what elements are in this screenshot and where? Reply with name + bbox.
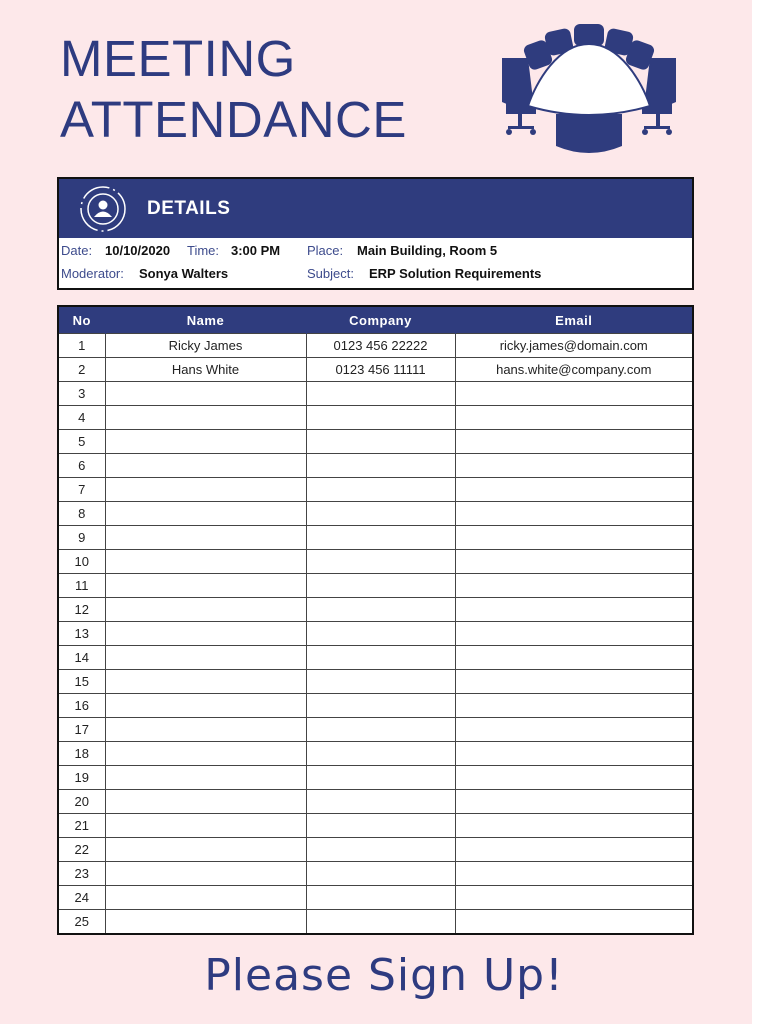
title-line-1: MEETING [60, 30, 296, 87]
table-row [59, 502, 692, 526]
company-cell[interactable] [306, 670, 455, 694]
row-number-cell: 4 [59, 406, 105, 430]
email-cell[interactable] [455, 742, 692, 766]
row-number-cell: 3 [59, 382, 105, 406]
email-cell[interactable] [455, 598, 692, 622]
company-cell[interactable] [306, 406, 455, 430]
row-number-cell: 1 [59, 334, 105, 358]
name-cell[interactable] [105, 838, 306, 862]
row-number-cell: 21 [59, 814, 105, 838]
company-cell[interactable] [306, 910, 455, 934]
table-row [59, 886, 692, 910]
row-number-cell: 10 [59, 550, 105, 574]
table-row [59, 790, 692, 814]
table-row [59, 838, 692, 862]
place-value: Main Building, Room 5 [357, 243, 498, 258]
name-cell[interactable] [105, 718, 306, 742]
table-row [59, 742, 692, 766]
email-cell[interactable] [455, 670, 692, 694]
name-cell[interactable]: Hans White [105, 358, 306, 382]
email-cell[interactable] [455, 430, 692, 454]
name-cell[interactable] [105, 814, 306, 838]
company-cell[interactable] [306, 478, 455, 502]
row-number-cell: 20 [59, 790, 105, 814]
title-line-2: ATTENDANCE [60, 91, 407, 148]
company-cell[interactable] [306, 598, 455, 622]
email-cell[interactable] [455, 550, 692, 574]
table-row [59, 910, 692, 934]
table-row [59, 430, 692, 454]
company-cell[interactable]: 0123 456 11111 [306, 358, 455, 382]
table-row [59, 406, 692, 430]
name-cell[interactable] [105, 694, 306, 718]
table-row [59, 670, 692, 694]
name-cell[interactable] [105, 526, 306, 550]
company-cell[interactable] [306, 550, 455, 574]
attendance-table [57, 305, 694, 935]
company-cell[interactable] [306, 838, 455, 862]
email-cell[interactable]: ricky.james@domain.com [455, 334, 692, 358]
row-number-cell: 11 [59, 574, 105, 598]
table-row [59, 862, 692, 886]
row-number-cell: 2 [59, 358, 105, 382]
email-cell[interactable] [455, 478, 692, 502]
company-cell[interactable] [306, 574, 455, 598]
company-cell[interactable] [306, 382, 455, 406]
email-cell[interactable] [455, 790, 692, 814]
company-cell[interactable] [306, 622, 455, 646]
row-number-cell: 18 [59, 742, 105, 766]
date-value: 10/10/2020 [105, 243, 171, 258]
email-cell[interactable]: hans.white@company.com [455, 358, 692, 382]
name-cell[interactable] [105, 478, 306, 502]
page-title [60, 28, 407, 150]
name-cell[interactable] [105, 862, 306, 886]
company-cell[interactable] [306, 502, 455, 526]
name-cell[interactable] [105, 742, 306, 766]
table-row [59, 718, 692, 742]
email-cell[interactable] [455, 694, 692, 718]
email-cell[interactable] [455, 382, 692, 406]
row-number-cell: 7 [59, 478, 105, 502]
name-cell[interactable] [105, 670, 306, 694]
row-number-cell: 16 [59, 694, 105, 718]
table-row [59, 550, 692, 574]
name-cell[interactable] [105, 550, 306, 574]
name-cell[interactable] [105, 574, 306, 598]
moderator-label: Moderator: [61, 266, 124, 281]
details-header [59, 179, 692, 238]
name-cell[interactable] [105, 766, 306, 790]
name-cell[interactable] [105, 502, 306, 526]
table-row [59, 694, 692, 718]
details-box [57, 177, 694, 290]
conference-table-icon [498, 22, 680, 156]
email-cell[interactable] [455, 406, 692, 430]
row-number-cell: 6 [59, 454, 105, 478]
name-cell[interactable] [105, 406, 306, 430]
row-number-cell: 12 [59, 598, 105, 622]
header-no: No [59, 307, 105, 334]
name-cell[interactable] [105, 382, 306, 406]
table-row [59, 358, 692, 382]
row-number-cell: 23 [59, 862, 105, 886]
row-number-cell: 17 [59, 718, 105, 742]
company-cell[interactable] [306, 430, 455, 454]
company-cell[interactable] [306, 646, 455, 670]
details-heading: DETAILS [147, 198, 231, 219]
table-row [59, 646, 692, 670]
email-cell[interactable] [455, 862, 692, 886]
table-row [59, 454, 692, 478]
table-row [59, 526, 692, 550]
time-value: 3:00 PM [231, 243, 281, 258]
table-row [59, 622, 692, 646]
company-cell[interactable] [306, 814, 455, 838]
company-cell[interactable] [306, 526, 455, 550]
email-cell[interactable] [455, 814, 692, 838]
table-header-row [59, 307, 692, 334]
name-cell[interactable] [105, 790, 306, 814]
name-cell[interactable] [105, 430, 306, 454]
name-cell[interactable] [105, 646, 306, 670]
email-cell[interactable] [455, 502, 692, 526]
table-row [59, 766, 692, 790]
email-cell[interactable] [455, 886, 692, 910]
header-company: Company [306, 307, 455, 334]
name-cell[interactable] [105, 910, 306, 934]
email-cell[interactable] [455, 646, 692, 670]
table-row [59, 334, 692, 358]
date-label: Date: [61, 243, 93, 258]
email-cell[interactable] [455, 838, 692, 862]
page-edge [752, 0, 768, 1024]
user-badge-icon [79, 185, 127, 233]
email-cell[interactable] [455, 574, 692, 598]
table-row [59, 598, 692, 622]
table-row [59, 478, 692, 502]
company-cell[interactable] [306, 790, 455, 814]
company-cell[interactable] [306, 886, 455, 910]
company-cell[interactable] [306, 766, 455, 790]
time-label: Time: [187, 243, 220, 258]
email-cell[interactable] [455, 910, 692, 934]
moderator-value: Sonya Walters [139, 266, 229, 281]
row-number-cell: 9 [59, 526, 105, 550]
table-row [59, 574, 692, 598]
subject-label: Subject: [307, 266, 354, 281]
header-email: Email [455, 307, 692, 334]
row-number-cell: 8 [59, 502, 105, 526]
company-cell[interactable] [306, 718, 455, 742]
subject-value: ERP Solution Requirements [369, 266, 542, 281]
email-cell[interactable] [455, 718, 692, 742]
row-number-cell: 13 [59, 622, 105, 646]
row-number-cell: 5 [59, 430, 105, 454]
company-cell[interactable] [306, 862, 455, 886]
name-cell[interactable] [105, 622, 306, 646]
row-number-cell: 25 [59, 910, 105, 934]
company-cell[interactable] [306, 742, 455, 766]
name-cell[interactable] [105, 454, 306, 478]
email-cell[interactable] [455, 454, 692, 478]
header-name: Name [105, 307, 306, 334]
row-number-cell: 14 [59, 646, 105, 670]
place-label: Place: [307, 243, 344, 258]
email-cell[interactable] [455, 766, 692, 790]
name-cell[interactable] [105, 598, 306, 622]
row-number-cell: 22 [59, 838, 105, 862]
email-cell[interactable] [455, 622, 692, 646]
name-cell[interactable]: Ricky James [105, 334, 306, 358]
row-number-cell: 19 [59, 766, 105, 790]
row-number-cell: 15 [59, 670, 105, 694]
company-cell[interactable] [306, 694, 455, 718]
table-row [59, 382, 692, 406]
name-cell[interactable] [105, 886, 306, 910]
company-cell[interactable]: 0123 456 22222 [306, 334, 455, 358]
email-cell[interactable] [455, 526, 692, 550]
sign-up-banner: Please Sign Up! [204, 950, 564, 1001]
company-cell[interactable] [306, 454, 455, 478]
row-number-cell: 24 [59, 886, 105, 910]
table-row [59, 814, 692, 838]
